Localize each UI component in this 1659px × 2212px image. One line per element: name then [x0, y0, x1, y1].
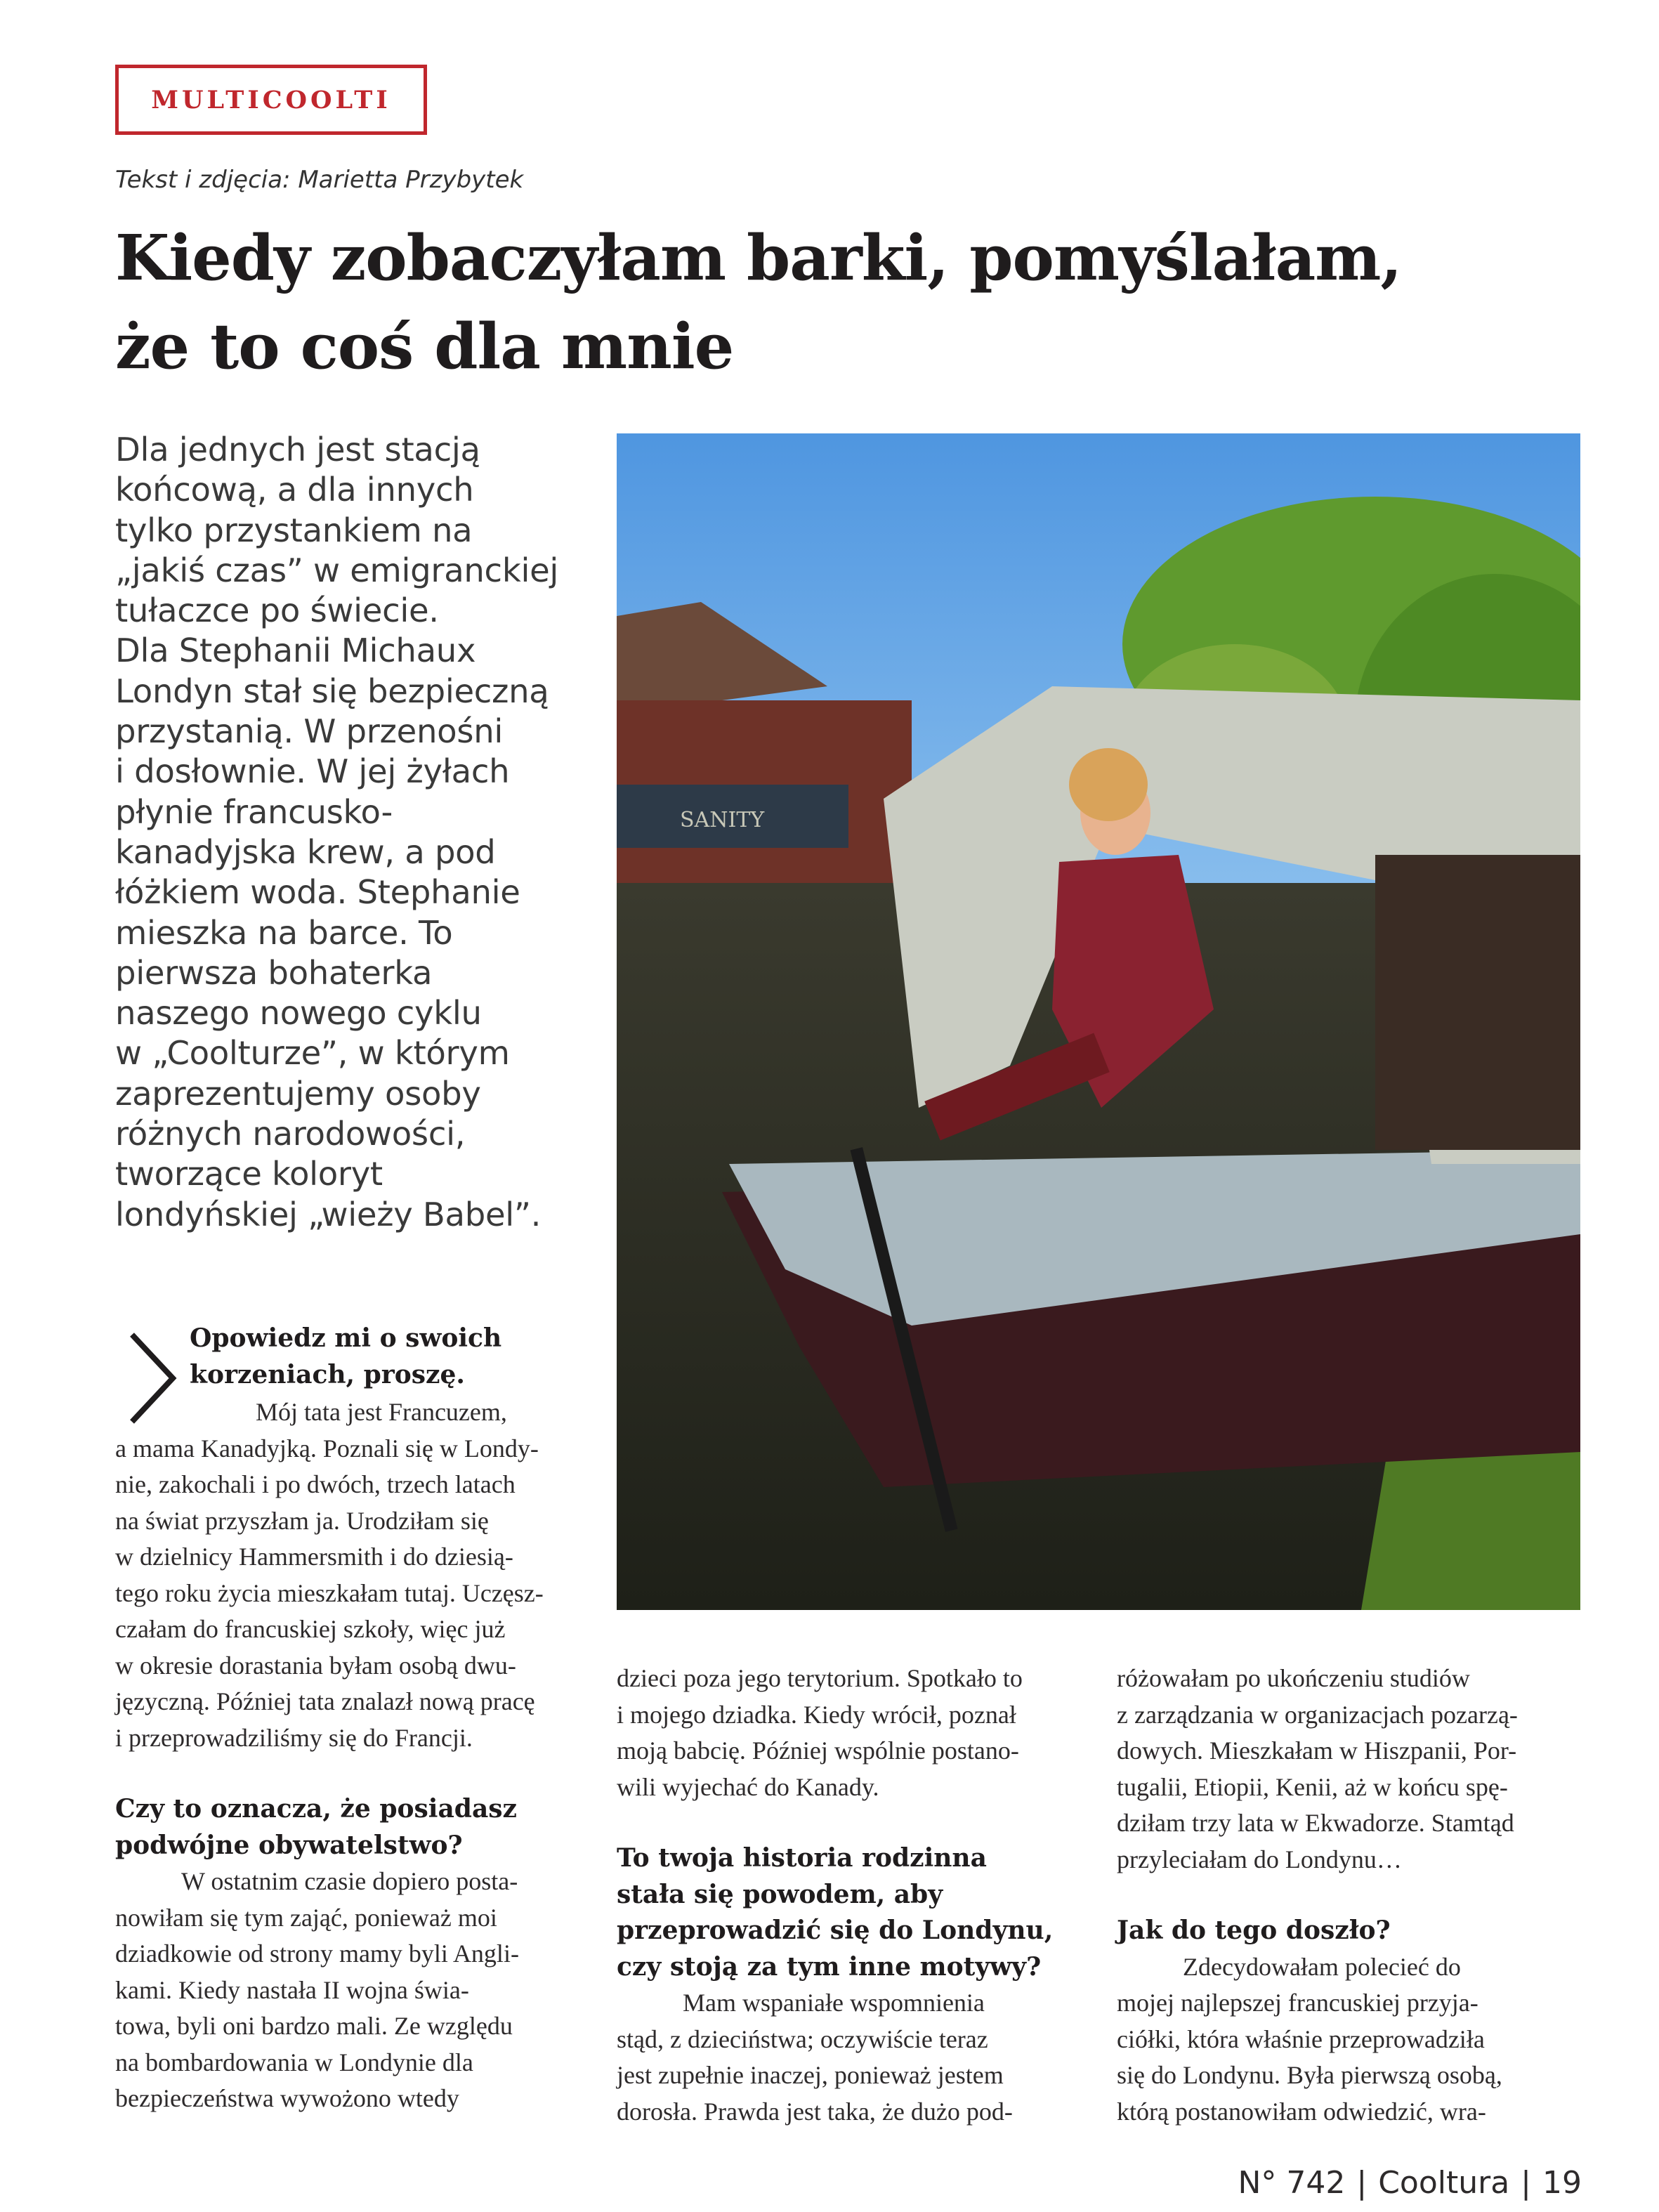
question-line: Czy to oznacza, że posiadasz	[115, 1794, 517, 1824]
body-line: stąd, z dzieciństwa; oczywiście teraz	[617, 2024, 988, 2053]
photo-illustration	[617, 433, 1580, 1610]
byline: Tekst i zdjęcia: Marietta Przybytek	[115, 166, 524, 194]
question-4	[1117, 1913, 1580, 1949]
lead-line: różnych narodowości,	[115, 1115, 466, 1153]
headline-line-1: Kiedy zobaczyłam barki, pomyślałam,	[115, 221, 1402, 294]
body-line: czałam do francuskiej szkoły, więc już	[115, 1615, 506, 1643]
body-line: Zdecydowałam polecieć do	[1183, 1952, 1461, 1981]
question-line: czy stoją za tym inne motywy?	[617, 1951, 1042, 1982]
question-line: podwójne obywatelstwo?	[115, 1830, 463, 1860]
body-line: na świat przyszłam ja. Urodziłam się	[115, 1506, 489, 1535]
lead-line: płynie francusko-	[115, 792, 393, 831]
body-line: dziadkowie od strony mamy byli Angli-	[115, 1939, 519, 1968]
lead-line: Londyn stał się bezpieczną	[115, 672, 549, 710]
body-line: moją babcię. Później wspólnie postano-	[617, 1736, 1019, 1765]
lead-line: tułaczce po świecie.	[115, 591, 439, 630]
headline-line-2: że to coś dla mnie	[115, 309, 734, 383]
body-line: którą postanowiłam odwiedzić, wra-	[1117, 2097, 1486, 2126]
answer-3	[617, 1985, 1080, 2130]
lead-line: tworzące koloryt	[115, 1155, 383, 1193]
lead-line: „jakiś czas” w emigranckiej	[115, 551, 559, 589]
answer-3-continued	[1117, 1661, 1580, 1878]
question-line: stała się powodem, aby	[617, 1879, 943, 1909]
body-line: ciółki, która właśnie przeprowadziła	[1117, 2024, 1485, 2053]
boat-sign: SANITY	[680, 808, 765, 832]
body-line: i przeprowadziliśmy się do Francji.	[115, 1723, 473, 1752]
body-line: różowałam po ukończeniu studiów	[1117, 1664, 1470, 1692]
body-line: i mojego dziadka. Kiedy wrócił, poznał	[617, 1700, 1016, 1729]
lead-line: zaprezentujemy osoby	[115, 1074, 481, 1113]
lead-line: końcową, a dla innych	[115, 471, 474, 509]
body-line: wili wyjechać do Kanady.	[617, 1772, 879, 1801]
column-2	[617, 1661, 1080, 2130]
folio-separator: |	[1356, 2165, 1368, 2201]
body-line: nowiłam się tym zająć, ponieważ moi	[115, 1903, 497, 1932]
question-2	[115, 1791, 572, 1864]
body-line: w okresie dorastania byłam osobą dwu-	[115, 1651, 516, 1680]
body-line: a mama Kanadyjką. Poznali się w Londy-	[115, 1434, 539, 1462]
body-line: tego roku życia mieszkałam tutaj. Uczęsz-	[115, 1578, 544, 1607]
question-1	[190, 1321, 555, 1393]
column-1	[115, 1394, 572, 2117]
answer-1	[115, 1394, 572, 1756]
lead-line: w „Coolturze”, w którym	[115, 1034, 510, 1073]
body-line: języczną. Później tata znalazł nową pracę	[115, 1687, 535, 1715]
answer-2	[115, 1864, 572, 2117]
page-folio	[1238, 2165, 1582, 2201]
body-line: przyleciałam do Londynu…	[1117, 1845, 1402, 1873]
headline	[115, 214, 1450, 391]
body-line: kami. Kiedy nastała II wojna świa-	[115, 1975, 469, 2004]
body-line: na bombardowania w Londynie dla	[115, 2048, 473, 2076]
body-line: jest zupełnie inaczej, ponieważ jestem	[617, 2061, 1004, 2089]
page-number: 19	[1542, 2165, 1582, 2201]
lead-line: Dla Stephanii Michaux	[115, 631, 476, 670]
lead-line: i dosłownie. W jej żyłach	[115, 752, 510, 791]
lead-line: przystanią. W przenośni	[115, 712, 504, 751]
lead-line: naszego nowego cyklu	[115, 994, 482, 1033]
question-line: To twoja historia rodzinna	[617, 1843, 987, 1873]
lead-line: tylko przystankiem na	[115, 511, 473, 549]
lead-line: londyńskiej „wieży Babel”.	[115, 1195, 542, 1233]
question-3	[617, 1840, 1080, 1985]
column-3	[1117, 1661, 1580, 2130]
person-hair	[1069, 748, 1148, 821]
lead-line: kanadyjska krew, a pod	[115, 832, 496, 871]
body-line: Mój tata jest Francuzem,	[256, 1398, 507, 1426]
question-line: Jak do tego doszło?	[1117, 1916, 1391, 1945]
folio-separator: |	[1521, 2165, 1531, 2201]
question-line: przeprowadzić się do Londynu,	[617, 1916, 1054, 1945]
article-photo	[617, 433, 1580, 1610]
body-line: dzieci poza jego terytorium. Spotkało to	[617, 1664, 1023, 1692]
body-line: bezpieczeństwa wywożono wtedy	[115, 2084, 459, 2112]
issue-number: N° 742	[1238, 2165, 1346, 2201]
lead-line: pierwsza bohaterka	[115, 953, 433, 992]
answer-4	[1117, 1949, 1580, 2131]
body-line: dorosła. Prawda jest taka, że dużo pod-	[617, 2097, 1013, 2126]
body-line: w dzielnicy Hammersmith i do dziesią-	[115, 1543, 513, 1571]
magazine-name: Cooltura	[1378, 2165, 1510, 2201]
answer-2-continued	[617, 1661, 1080, 1805]
body-line: tugalii, Etiopii, Kenii, aż w końcu spę-	[1117, 1772, 1508, 1801]
lead-paragraph	[115, 430, 593, 1235]
question-line: korzeniach, proszę.	[190, 1359, 465, 1389]
lead-line: mieszka na barce. To	[115, 913, 453, 952]
lead-line: Dla jednych jest stacją	[115, 431, 480, 469]
body-line: dowych. Mieszkałam w Hiszpanii, Por-	[1117, 1736, 1517, 1765]
question-line: Opowiedz mi o swoich	[190, 1323, 502, 1353]
body-line: W ostatnim czasie dopiero posta-	[181, 1867, 518, 1895]
cabin-interior	[1375, 855, 1580, 1150]
body-line: mojej najlepszej francuskiej przyja-	[1117, 1989, 1478, 2017]
body-line: Mam wspaniałe wspomnienia	[683, 1989, 985, 2017]
body-line: z zarządzania w organizacjach pozarzą-	[1117, 1700, 1518, 1729]
body-line: nie, zakochali i po dwóch, trzech latach	[115, 1470, 516, 1498]
lead-line: łóżkiem woda. Stephanie	[115, 873, 520, 912]
body-line: dziłam trzy lata w Ekwadorze. Stamtąd	[1117, 1809, 1514, 1837]
section-tag: MULTICOOLTI	[115, 65, 427, 135]
body-line: towa, byli oni bardzo mali. Ze względu	[115, 2012, 513, 2040]
body-line: się do Londynu. Była pierwszą osobą,	[1117, 2061, 1502, 2089]
